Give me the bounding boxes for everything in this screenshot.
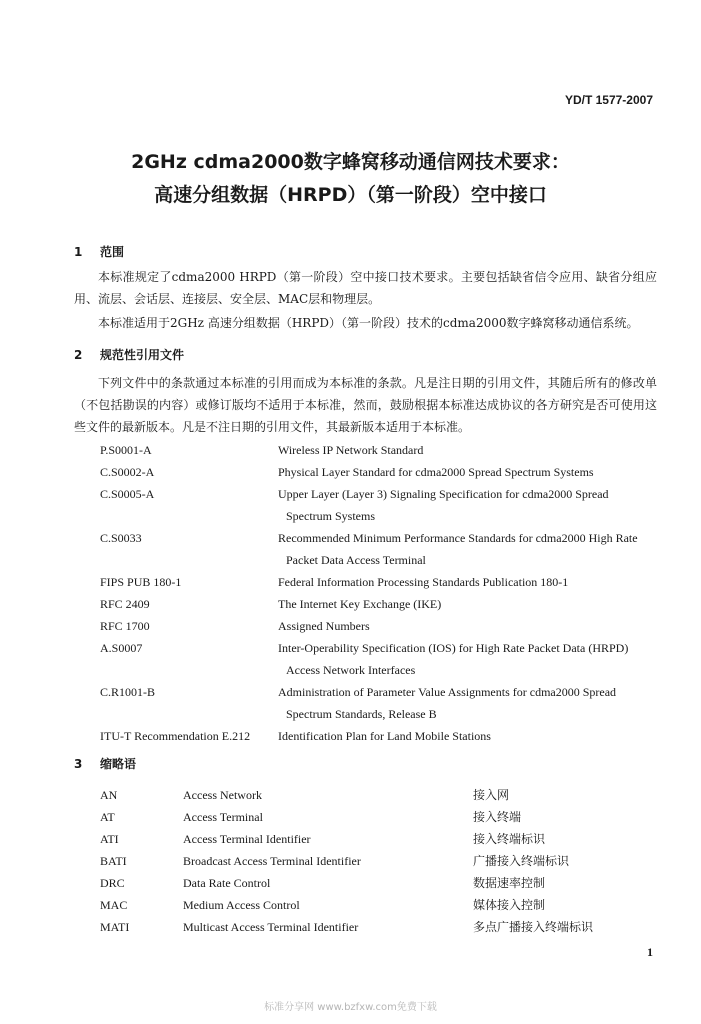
abbreviation-chinese: 接入终端: [473, 810, 522, 824]
section-3-number: 3: [74, 757, 83, 771]
reference-title: [278, 681, 656, 725]
reference-title-line: The Internet Key Exchange (IKE): [278, 597, 442, 611]
reference-title: [278, 593, 656, 615]
abbreviation-chinese: 接入终端标识: [473, 832, 546, 846]
watermark-footer: 标准分享网 www.bzfxw.com免费下载: [264, 1002, 437, 1013]
reference-title-line: Spectrum Systems: [286, 509, 375, 523]
abbreviation-code: AN: [100, 788, 118, 802]
section-1-paragraph-1: 本标准规定了cdma2000 HRPD（第一阶段）空中接口技术要求。主要包括缺省信令应用、缺省分组应用、流层、会话层、连接层、安全层、MAC层和物理层。: [74, 270, 657, 306]
document-title-line1: 2GHz cdma2000数字蜂窝移动通信网技术要求：: [131, 151, 570, 173]
reference-title-line: Packet Data Access Terminal: [286, 553, 426, 567]
reference-code: RFC 2409: [100, 597, 150, 611]
section-2-intro: 下列文件中的条款通过本标准的引用而成为本标准的条款。凡是注日期的引用文件，其随后所有的修改单（不包括勘误的内容）或修订版均不适用于本标准，然而，鼓励根据本标准达成协议的各方研究是否可使用这些文件的最新版本。凡是不注日期的引用文件，其最新版本适用于本标准。: [74, 376, 657, 434]
abbreviation-english: Access Network: [183, 788, 262, 802]
reference-title: [278, 483, 656, 527]
section-2-number: 2: [74, 348, 83, 362]
section-2-title: 规范性引用文件: [100, 348, 185, 362]
abbreviation-code: AT: [100, 810, 115, 824]
abbreviation-code: ATI: [100, 832, 119, 846]
reference-code: C.S0002-A: [100, 465, 155, 479]
section-2-heading: [74, 346, 184, 363]
reference-title-line: Identification Plan for Land Mobile Stations: [278, 729, 491, 743]
section-1-title: 范围: [100, 245, 125, 259]
reference-title: [278, 725, 656, 747]
abbreviation-english: Medium Access Control: [183, 898, 300, 912]
abbreviation-code: DRC: [100, 876, 125, 890]
abbreviation-chinese: 媒体接入控制: [473, 898, 546, 912]
reference-code: FIPS PUB 180-1: [100, 575, 182, 589]
abbreviation-code: BATI: [100, 854, 127, 868]
reference-title: [278, 571, 656, 593]
reference-code: C.S0033: [100, 531, 142, 545]
section-3-title: 缩略语: [100, 757, 137, 771]
reference-code: ITU-T Recommendation E.212: [100, 729, 251, 743]
reference-title-line: Recommended Minimum Performance Standards for cdma2000 High Rate: [278, 531, 638, 545]
reference-title-line: Wireless IP Network Standard: [278, 443, 424, 457]
reference-code: C.R1001-B: [100, 685, 156, 699]
standard-code: YD/T 1577-2007: [564, 93, 653, 107]
reference-title: [278, 461, 656, 483]
reference-title: [278, 527, 656, 571]
reference-title: [278, 637, 656, 681]
section-1-heading: [74, 243, 124, 260]
reference-title: [278, 615, 656, 637]
abbreviation-chinese: 多点广播接入终端标识: [473, 920, 594, 934]
abbreviation-english: Broadcast Access Terminal Identifier: [183, 854, 361, 868]
abbreviation-code: MAC: [100, 898, 128, 912]
reference-title-line: Spectrum Standards, Release B: [286, 707, 437, 721]
abbreviation-chinese: 接入网: [473, 788, 510, 802]
abbreviation-chinese: 数据速率控制: [473, 876, 546, 890]
reference-title: [278, 439, 656, 461]
reference-code: C.S0005-A: [100, 487, 155, 501]
reference-title-line: Physical Layer Standard for cdma2000 Spread Spectrum Systems: [278, 465, 594, 479]
section-3-heading: [74, 755, 136, 772]
abbreviation-chinese: 广播接入终端标识: [473, 854, 570, 868]
reference-title-line: Federal Information Processing Standards Publication 180-1: [278, 575, 569, 589]
reference-title-line: Assigned Numbers: [278, 619, 370, 633]
reference-title-line: Upper Layer (Layer 3) Signaling Specification for cdma2000 Spread: [278, 487, 609, 501]
reference-code: A.S0007: [100, 641, 143, 655]
reference-code: P.S0001-A: [100, 443, 152, 457]
abbreviation-english: Multicast Access Terminal Identifier: [183, 920, 359, 934]
reference-title-line: Administration of Parameter Value Assignments for cdma2000 Spread: [278, 685, 617, 699]
abbreviation-english: Access Terminal Identifier: [183, 832, 311, 846]
abbreviation-code: MATI: [100, 920, 130, 934]
document-title-line2: 高速分组数据（HRPD）（第一阶段）空中接口: [154, 184, 547, 206]
section-1-paragraph-2: 本标准适用于2GHz 高速分组数据（HRPD）（第一阶段）技术的cdma2000数字蜂窝移动通信系统。: [98, 316, 639, 330]
abbreviation-english: Data Rate Control: [183, 876, 271, 890]
page-number: 1: [647, 945, 653, 959]
reference-title-line: Inter-Operability Specification (IOS) for High Rate Packet Data (HRPD): [278, 641, 629, 655]
reference-code: RFC 1700: [100, 619, 150, 633]
reference-title-line: Access Network Interfaces: [286, 663, 416, 677]
abbreviation-english: Access Terminal: [183, 810, 263, 824]
section-1-number: 1: [74, 245, 83, 259]
